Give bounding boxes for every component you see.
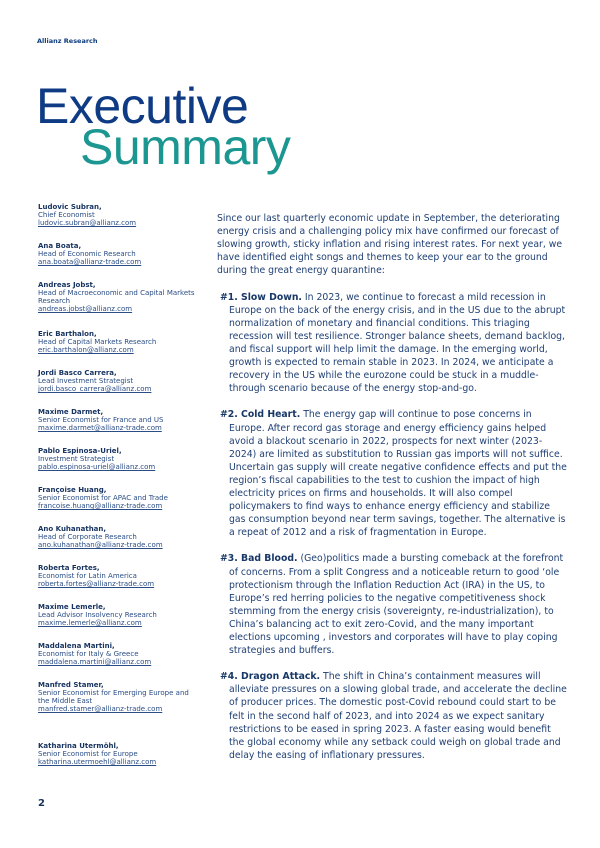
contact-email-link[interactable]: francoise.huang@allianz-trade.com [38,502,163,510]
contact-name: Manfred Stamer, [38,681,104,689]
point-text: (Geo)politics made a bursting comeback at the forefront of concerns. From a split Congress and a noticeable return to good ‘ole protectionism through the Inflation Reduction Act (IRA) in the US, to Europe’s red herring policies to the negative competitiveness shock stemming from the energy crisis (sovereignty, re-industrialization), to China’s balancing act to exit zero-Covid, and the many important elections upcoming , investors and corporates will have to play coping strategies and buffers. [229,553,564,657]
contact-entry [38,408,198,432]
contact-email-link[interactable]: manfred.stamer@allianz-trade.com [38,705,163,713]
contact-role: Economist for Latin America [38,572,137,580]
contact-name: Ludovic Subran, [38,203,102,211]
contact-name: Pablo Espinosa-Uriel, [38,447,122,455]
contact-name: Eric Barthalon, [38,330,97,338]
contact-email-link[interactable]: maddalena.martini@allianz.com [38,658,152,666]
contact-entry [38,242,198,266]
contact-name: Roberta Fortes, [38,564,100,572]
contact-email-link[interactable]: eric.barthalon@allianz.com [38,346,134,354]
contact-name: Ana Boata, [38,242,82,250]
point-title: #1. Slow Down. [220,291,302,303]
contact-role: Senior Economist for France and US [38,416,164,424]
point-text: In 2023, we continue to forecast a mild recession in Europe on the back of the energy crisis, and in the US due to the abrupt normalization of monetary and financial conditions. This triaging recession will test resilience. Stronger balance sheets, demand backlog, and fiscal support will help limit the damage. In the emerging world, growth is expected to remain stable in 2023. In 2024, we anticipate a recovery in the US while the eurozone could be stuck in a muddle-through scenario because of the energy stop-and-go. [229,291,566,395]
point-4 [220,670,567,762]
contact-role: Lead Investment Strategist [38,377,134,385]
contact-entry [38,281,198,313]
contact-entry [38,369,198,393]
contact-entry [38,486,198,510]
point-2 [220,408,567,539]
summary-body [217,212,567,775]
contact-role: Head of Economic Research [38,250,136,258]
contact-name: Françoise Huang, [38,486,107,494]
point-title: #3. Bad Blood. [220,553,298,565]
page-number: 2 [38,798,45,809]
contact-role: Senior Economist for Emerging Europe and the Middle East [38,689,189,705]
contact-name: Katharina Utermöhl, [38,742,119,750]
contact-email-link[interactable]: ludovic.subran@allianz.com [38,219,137,227]
point-title: #2. Cold Heart. [220,409,301,421]
point-text: The shift in China’s containment measures will alleviate pressures on a slowing global trade, and accelerate the decline of producer prices. The domestic post-Covid rebound could start to be felt in the second half of 2023, and into 2024 as we expect sanitary restrictions to be eased in spring 2023. A faster easing would benefit the global economy while any setback could weigh on global trade and delay the easing of inflationary pressures. [229,671,567,761]
contact-entry [38,564,198,588]
contact-entry [38,642,198,666]
contact-name: Maddalena Martini, [38,642,115,650]
contact-role: Lead Advisor Insolvency Research [38,611,157,619]
point-1 [220,291,567,396]
contact-role: Head of Capital Markets Research [38,338,157,346]
contact-role: Senior Economist for Europe [38,750,138,758]
contact-role: Economist for Italy & Greece [38,650,139,658]
contact-email-link[interactable]: roberta.fortes@allianz-trade.com [38,580,155,588]
brand-header: Allianz Research [37,37,98,45]
point-3 [220,552,567,657]
contact-email-link[interactable]: maxime.darmet@allianz-trade.com [38,424,162,432]
contact-email-link[interactable]: maxime.lemerle@allianz.com [38,619,142,627]
contact-email-link[interactable]: katharina.utermoehl@allianz.com [38,758,157,766]
contact-email-link[interactable]: ana.boata@allianz-trade.com [38,258,142,266]
point-text: The energy gap will continue to pose concerns in Europe. After record gas storage and energy efficiency gains helped avoid a blackout scenario in 2022, prospects for next winter (2023-2024) are limited as substitution to Russian gas imports will not suffice. Uncertain gas supply will create negative confidence effects and put the region’s fiscal capabilities to the test to cushion the impact of high electricity prices on firms and households. It will also compel policymakers to find ways to enhance energy efficiency and stabilize gas consumption beyond near term savings, together. The alternative is a repeat of 2012 and a risk of fragmentation in Europe. [229,409,567,539]
contact-name: Maxime Lemerle, [38,603,106,611]
contact-entry [38,330,198,354]
intro-paragraph: Since our last quarterly economic update in September, the deteriorating energy crisis and a challenging policy mix have confirmed our forecast of slowing growth, sticky inflation and rising interest rates. For next year, we have identified eight songs and themes to keep your ear to the ground during the great energy quarantine: [217,213,563,277]
contact-role: Head of Macroeconomic and Capital Markets Research [38,289,195,305]
contact-email-link[interactable]: jordi.basco_carrera@allianz.com [38,385,152,393]
contact-role: Chief Economist [38,211,95,219]
title-line-2: Summary [80,119,291,175]
contact-name: Maxime Darmet, [38,408,104,416]
contact-role: Head of Corporate Research [38,533,137,541]
contact-entry [38,681,198,713]
contact-name: Jordi Basco Carrera, [38,369,117,377]
contact-name: Ano Kuhanathan, [38,525,107,533]
contact-email-link[interactable]: pablo.espinosa-uriel@allianz.com [38,463,156,471]
contact-entry [38,742,198,766]
contact-role: Investment Strategist [38,455,115,463]
contact-entry [38,525,198,549]
point-title: #4. Dragon Attack. [220,671,321,683]
title-line-1: Executive [36,78,249,134]
contact-role: Senior Economist for APAC and Trade [38,494,168,502]
contact-email-link[interactable]: ano.kuhanathan@allianz-trade.com [38,541,163,549]
contact-entry [38,203,198,227]
contact-entry [38,447,198,471]
contact-name: Andreas Jobst, [38,281,96,289]
contact-email-link[interactable]: andreas.jobst@allianz.com [38,305,133,313]
contact-entry [38,603,198,627]
